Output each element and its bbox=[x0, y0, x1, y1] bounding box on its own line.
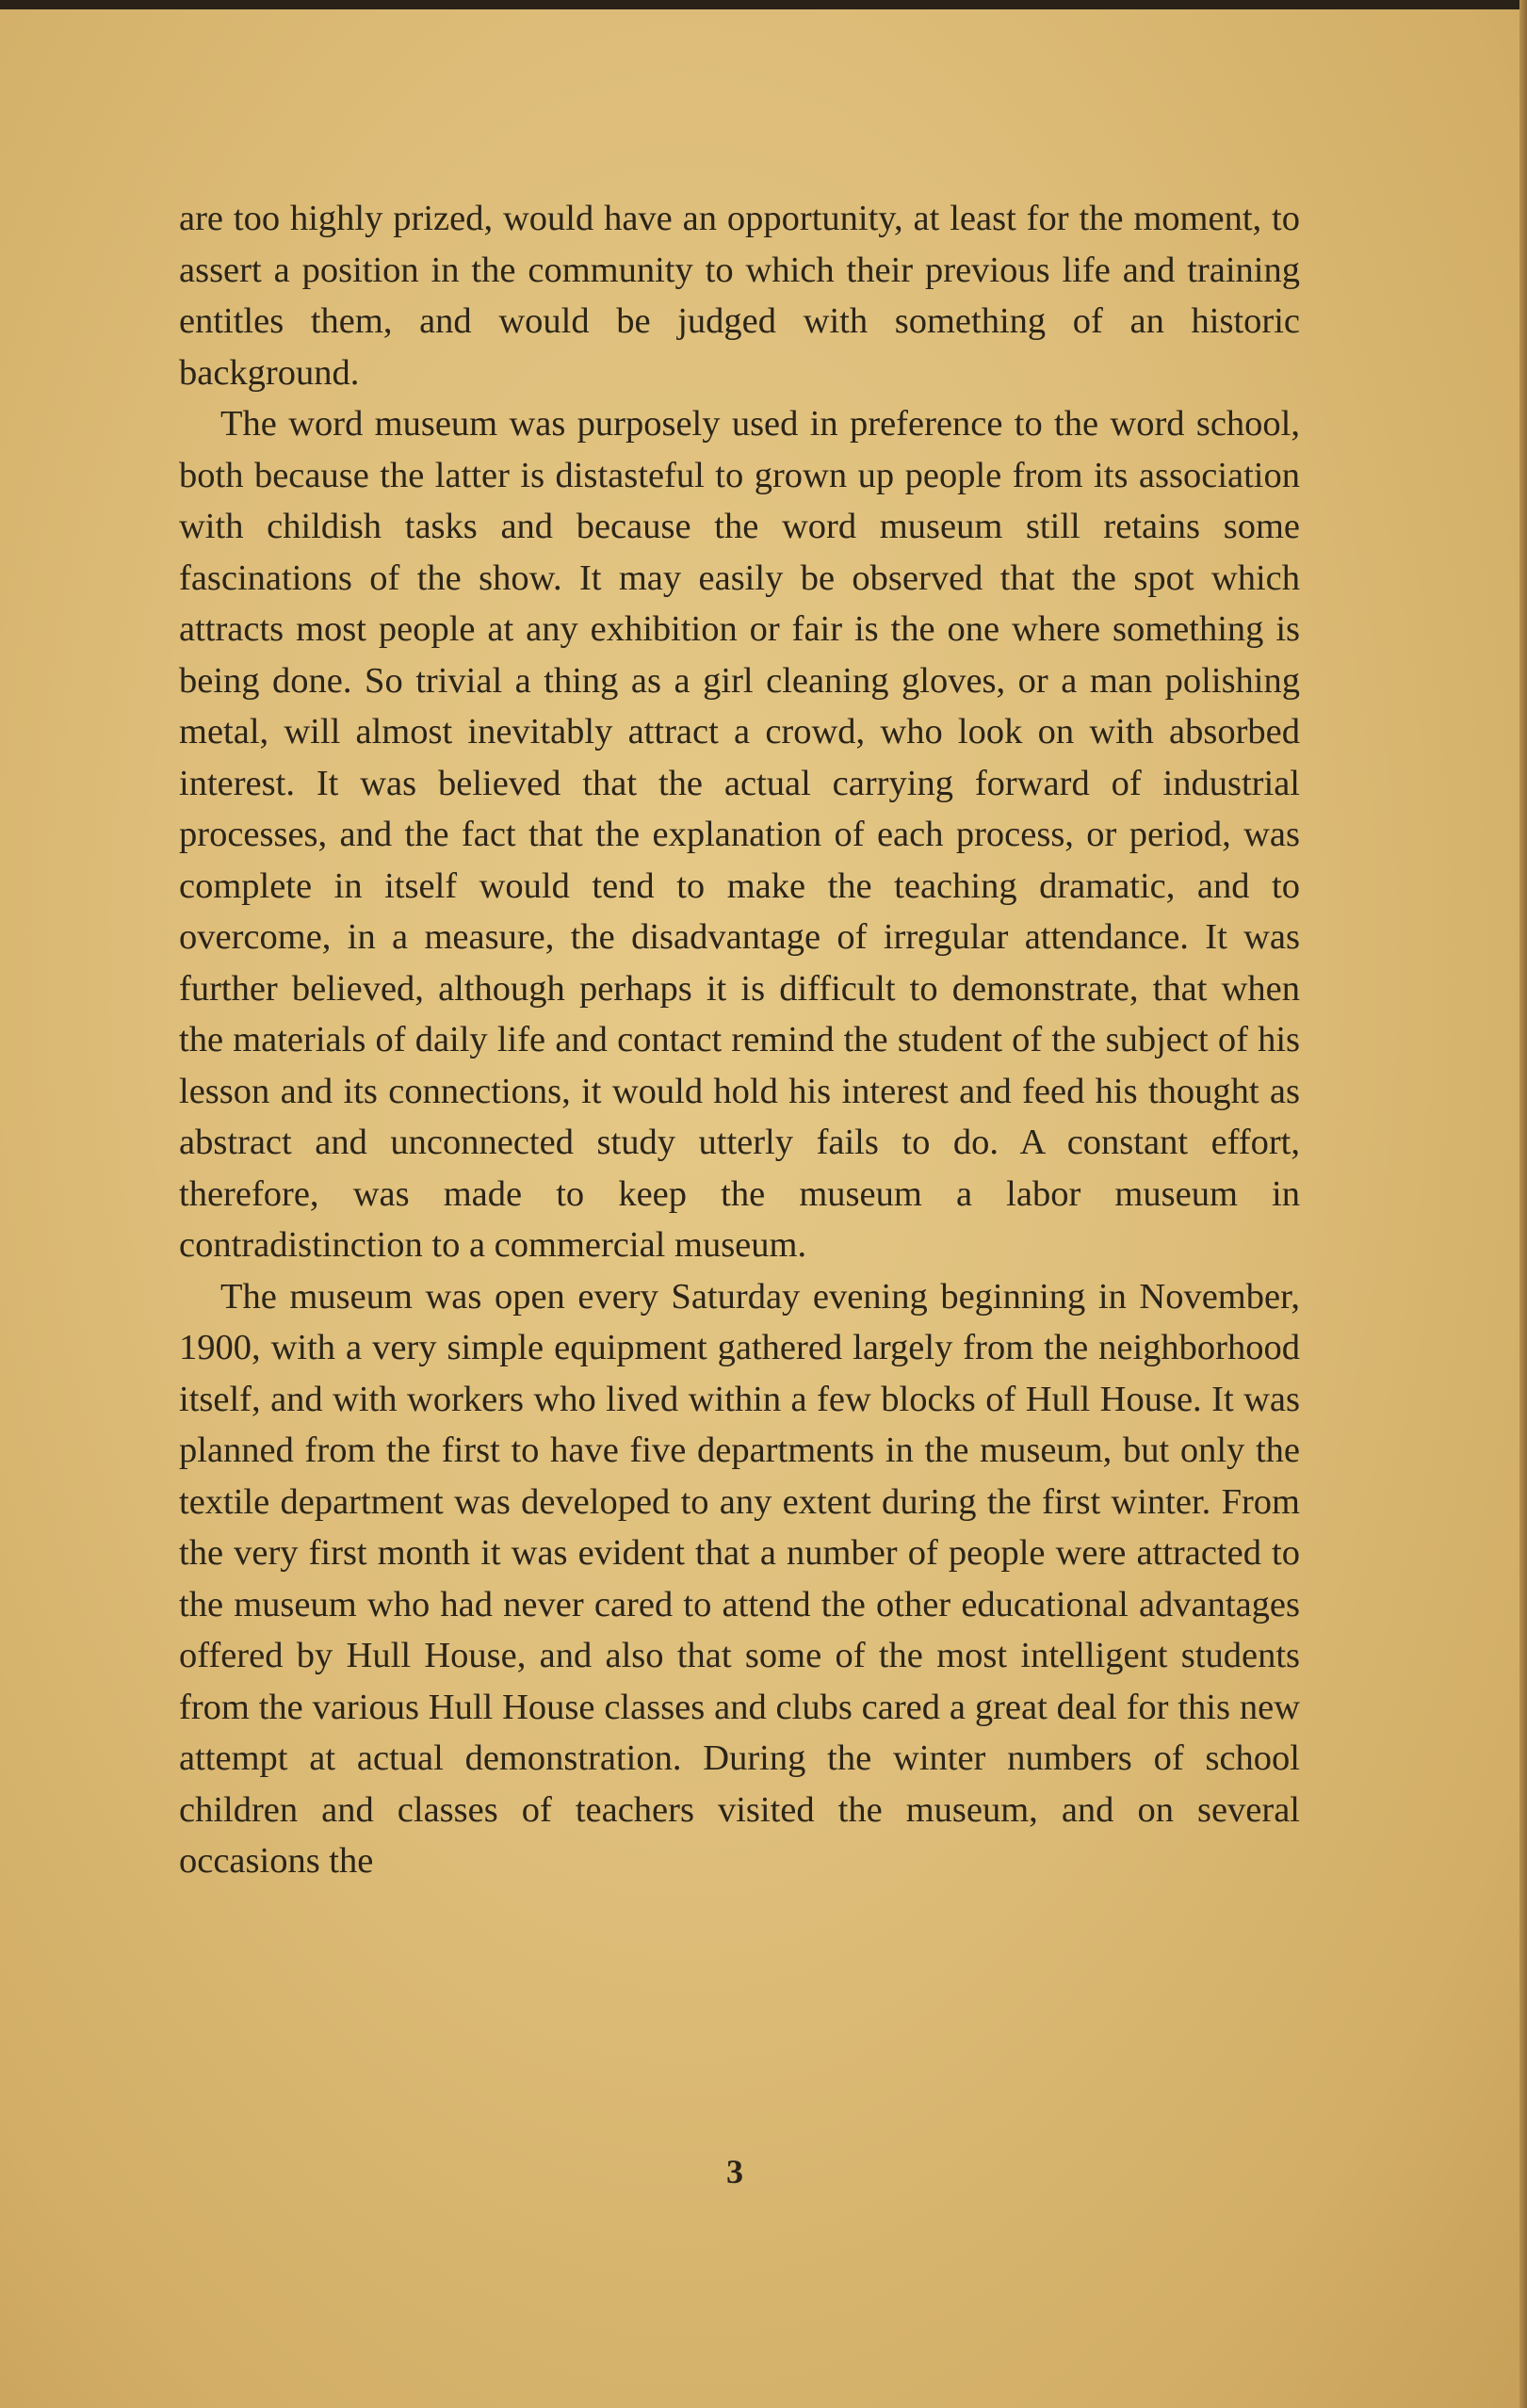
body-text bbox=[179, 193, 1300, 1887]
page-number: 3 bbox=[726, 2153, 743, 2190]
paragraph-continued: are too highly prized, would have an opportunity, at least for the moment, to assert a position in the community to which their previous life and training entitles them, and would be judged with something of an historic background. bbox=[179, 199, 1300, 393]
scan-top-edge bbox=[0, 0, 1527, 9]
paragraph-museum-name: The word museum was purposely used in preference to the word school, both because the latter is distasteful to grown up people from its association with childish tasks and because the word museum still retains some fascinations of the show. It may easily be observed that the spot which attracts most people at any exhibition or fair is the one where something is being done. So trivial a thing as a girl cleaning gloves, or a man polishing metal, will almost inevitably attract a crowd, who look on with absorbed interest. It was believed that the actual carrying forward of industrial processes, and the fact that the explanation of each process, or period, was complete in itself would tend to make the teaching dramatic, and to overcome, in a measure, the disadvantage of irregular attendance. It was further believed, although perhaps it is difficult to demonstrate, that when the materials of daily life and contact remind the student of the subject of his lesson and its connections, it would hold his interest and feed his thought as abstract and unconnected study utterly fails to do. A constant effort, therefore, was made to keep the museum a labor museum in contradistinction to a commercial museum. bbox=[179, 404, 1300, 1265]
scan-right-edge bbox=[1519, 0, 1527, 2408]
paragraph-museum-opening: The museum was open every Saturday evening beginning in November, 1900, with a very simple equipment gathered largely from the neighborhood itself, and with workers who lived within a few blocks of Hull House. It was planned from the first to have five departments in the museum, but only the textile department was developed to any extent during the first winter. From the very first month it was evident that a number of people were attracted to the museum who had never cared to attend the other educational advantages offered by Hull House, and also that some of the most intelligent students from the various Hull House classes and clubs cared a great deal for this new attempt at actual demonstration. During the winter numbers of school children and classes of teachers visited the museum, and on several occasions the bbox=[179, 1276, 1300, 1881]
